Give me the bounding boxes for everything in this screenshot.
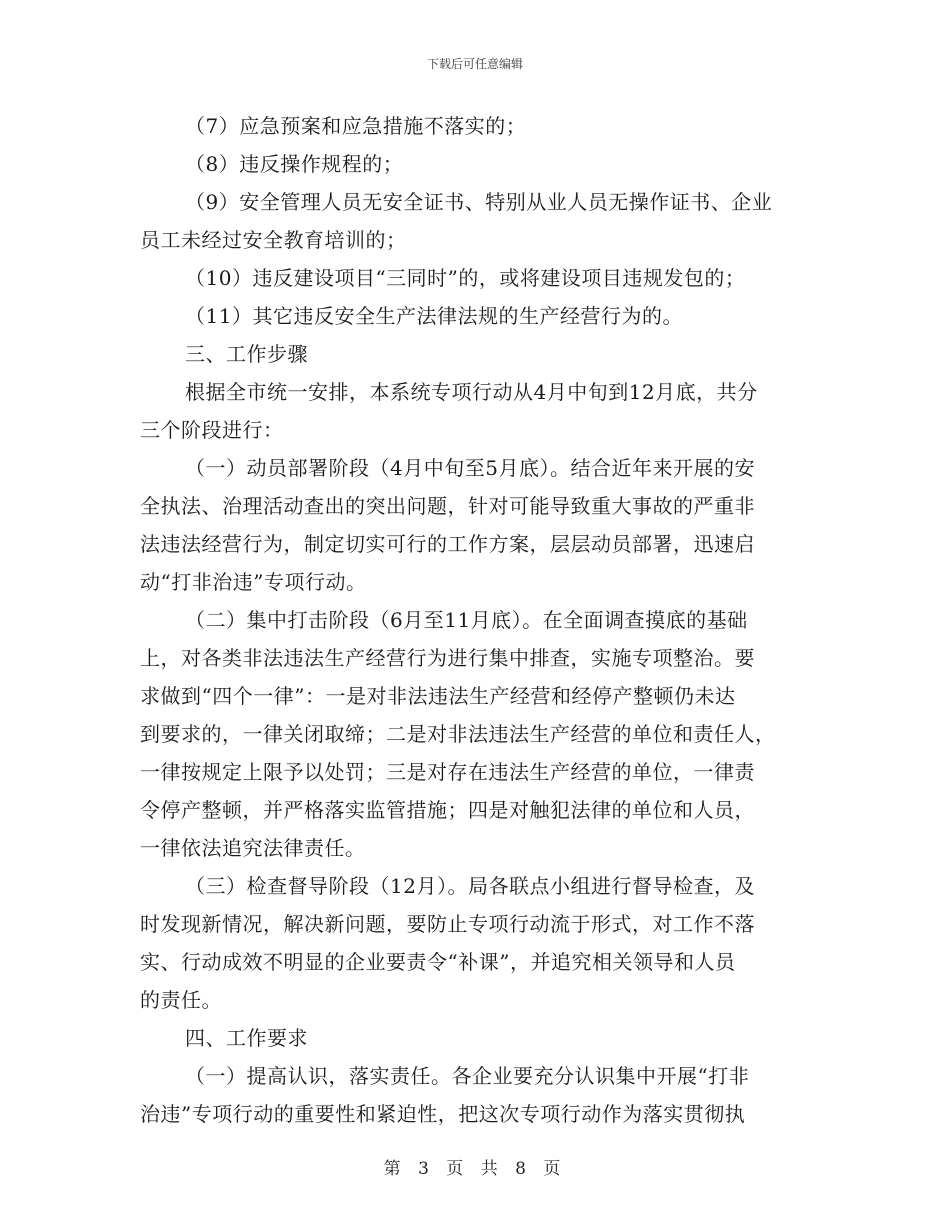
paragraph-line: （二）集中打击阶段（6月至11月底）。在全面调查摸底的基础 xyxy=(185,608,748,632)
list-item-9-cont: 员工未经过安全教育培训的； xyxy=(140,228,407,252)
paragraph-line: 实、行动成效不明显的企业要责令“补课”，并追究相关领导和人员 xyxy=(140,950,736,974)
paragraph-line: （三）检查督导阶段（12月）。局各联点小组进行督导检查，及 xyxy=(185,874,755,898)
list-item-9: （9）安全管理人员无安全证书、特别从业人员无操作证书、企业 xyxy=(185,190,773,214)
paragraph-line: 一律按规定上限予以处罚；三是对存在违法生产经营的单位，一律责 xyxy=(140,760,755,784)
list-item-10: （10）违反建设项目“三同时”的，或将建设项目违规发包的； xyxy=(185,266,746,290)
page-header: 下载后可任意编辑 xyxy=(426,57,523,71)
paragraph-line: （一）动员部署阶段（4月中旬至5月底）。结合近年来开展的安 xyxy=(185,456,755,480)
paragraph-line: 治违”专项行动的重要性和紧迫性，把这次专项行动作为落实贯彻执 xyxy=(140,1102,746,1126)
paragraph-line: 根据全市统一安排，本系统专项行动从4月中旬到12月底，共分 xyxy=(185,380,758,404)
paragraph-line: 上，对各类非法违法生产经营行为进行集中排查，实施专项整治。要 xyxy=(140,646,755,670)
list-item-7: （7）应急预案和应急措施不落实的； xyxy=(185,114,527,138)
section-heading-3: 三、工作步骤 xyxy=(185,342,308,366)
paragraph-line: 的责任。 xyxy=(140,988,222,1012)
list-item-11: （11）其它违反安全生产法律法规的生产经营行为的。 xyxy=(185,304,683,328)
paragraph-line: 求做到“四个一律”：一是对非法违法生产经营和经停产整顿仍未达 xyxy=(140,684,736,708)
paragraph-line: 三个阶段进行： xyxy=(140,418,284,442)
section-heading-4: 四、工作要求 xyxy=(185,1026,308,1050)
paragraph-line: 令停产整顿，并严格落实监管措施；四是对触犯法律的单位和人员， xyxy=(140,798,755,822)
page-number: 第 3 页 共 8 页 xyxy=(383,1159,567,1179)
paragraph-line: 全执法、治理活动查出的突出问题，针对可能导致重大事故的严重非 xyxy=(140,494,755,518)
paragraph-line: （一）提高认识，落实责任。各企业要充分认识集中开展“打非 xyxy=(185,1064,750,1088)
paragraph-line: 时发现新情况，解决新问题，要防止专项行动流于形式，对工作不落 xyxy=(140,912,755,936)
paragraph-line: 一律依法追究法律责任。 xyxy=(140,836,366,860)
paragraph-line: 法违法经营行为，制定切实可行的工作方案，层层动员部署，迅速启 xyxy=(140,532,755,556)
paragraph-line: 动“打非治违”专项行动。 xyxy=(140,570,367,594)
paragraph-line: 到要求的，一律关闭取缔；二是对非法违法生产经营的单位和责任人， xyxy=(140,722,776,746)
list-item-8: （8）违反操作规程的； xyxy=(185,152,404,176)
